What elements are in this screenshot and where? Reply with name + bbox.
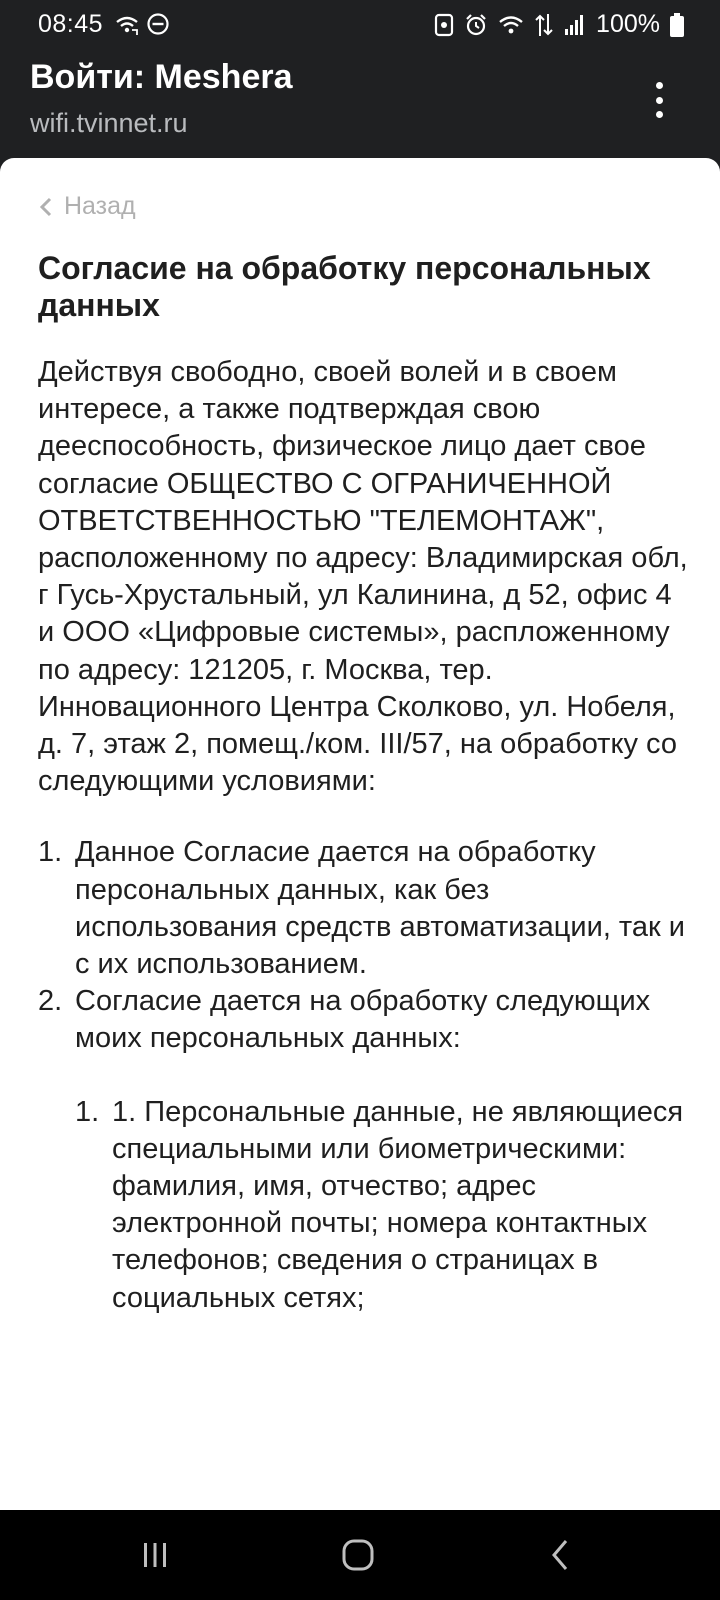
data-transfer-icon xyxy=(534,12,554,38)
nfc-icon xyxy=(434,13,454,37)
back-icon xyxy=(548,1538,572,1572)
list-item-text: фамилия, имя, отчество; адрес электронной почты; номера контактных телефонов; сведения о страницах в социальных сетях; xyxy=(112,1170,648,1314)
list-item xyxy=(75,1094,690,1317)
status-bar xyxy=(0,0,720,52)
back-button[interactable] xyxy=(540,1535,580,1575)
home-icon xyxy=(341,1538,375,1572)
page-title: Согласие на обработку персональных данных xyxy=(38,250,651,323)
page-title-bar: Войти: Meshera xyxy=(30,58,293,96)
back-link[interactable] xyxy=(38,192,136,221)
wifi-icon xyxy=(498,13,524,37)
navigation-bar xyxy=(0,1510,720,1600)
list-item-number: 1. xyxy=(75,1095,100,1128)
list-item-text: Данное Согласие дается на обработку персональных данных, как без использования средств автоматизации, так и с их использованием. xyxy=(75,836,685,981)
list-item-text: Согласие дается на обработку следующих моих персональных данных: xyxy=(75,985,651,1055)
intro-paragraph: Действуя свободно, своей волей и в своем интересе, а также подтверждая свою дееспособность, физическое лицо дает свое согласие ОБЩЕСТВО С ОГРАНИЧЕННОЙ ОТВЕТСТВЕННОСТЬЮ "ТЕЛЕМОНТАЖ", расположенному по адресу: Владимирская обл, г Гусь-Хрустальный, ул Калинина, д 52, офис 4 и ООО «Цифровые системы», распложенному по адресу: 121205, г. Москва, тер. Инновационного Центра Сколково, ул. Нобеля, д. 7, этаж 2, помещ./ком. III/57, на обработку со следующими условиями: xyxy=(38,356,688,798)
chevron-left-icon xyxy=(38,195,54,219)
list-item xyxy=(38,983,690,1317)
wifi-call-icon xyxy=(114,12,140,38)
signal-icon xyxy=(564,14,586,36)
do-not-disturb-icon xyxy=(146,12,170,36)
back-link-label: Назад xyxy=(64,192,136,220)
page-url: wifi.tvinnet.ru xyxy=(30,108,188,138)
battery-icon xyxy=(670,13,684,37)
recents-icon xyxy=(140,1540,170,1570)
status-time: 08:45 xyxy=(38,10,104,38)
status-left-icons xyxy=(114,12,170,38)
list-item-number: 2. xyxy=(38,985,63,1018)
personal-data-list xyxy=(75,1094,690,1317)
home-button[interactable] xyxy=(338,1535,378,1575)
browser-header xyxy=(0,52,720,158)
more-options-icon xyxy=(656,82,663,89)
alarm-icon xyxy=(464,13,488,37)
recents-button[interactable] xyxy=(135,1535,175,1575)
list-item-number: 1. xyxy=(38,836,63,869)
conditions-list xyxy=(38,834,690,1316)
battery-percent: 100% xyxy=(596,10,660,38)
consent-text xyxy=(38,354,690,1317)
list-item-text: 1. Персональные данные, не являющиеся специальными или биометрическими: xyxy=(112,1095,684,1165)
main-content[interactable] xyxy=(0,158,720,1510)
status-right-icons xyxy=(434,10,684,39)
list-item xyxy=(38,834,690,983)
more-options-button[interactable] xyxy=(644,78,674,122)
